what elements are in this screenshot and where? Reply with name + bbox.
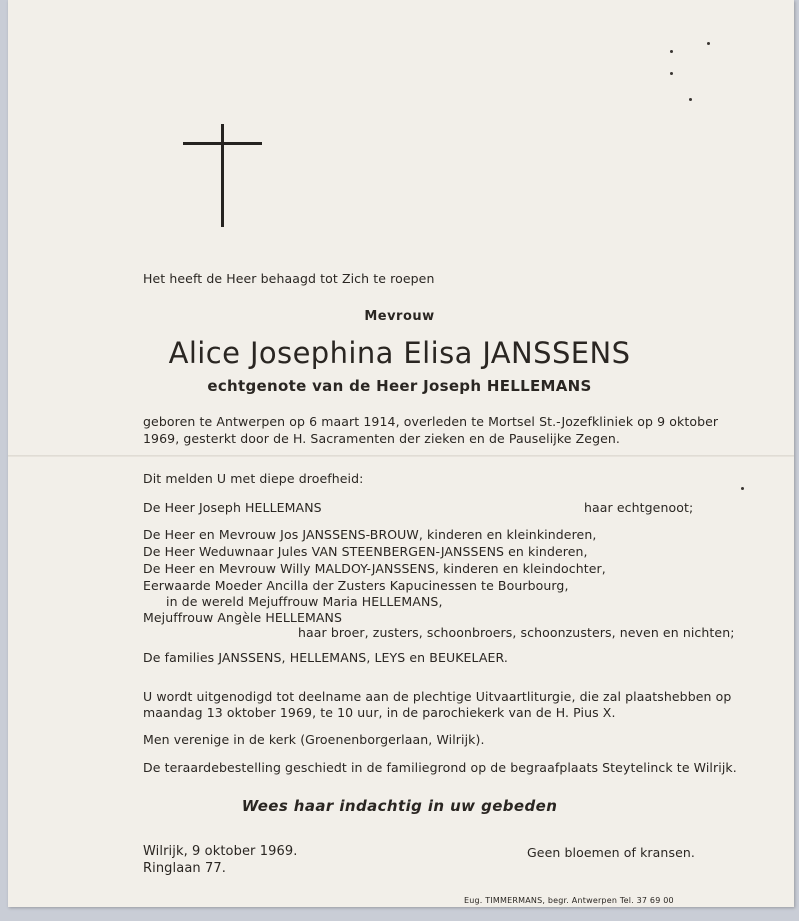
invite-line-2: maandag 13 oktober 1969, te 10 uur, in de parochiekerk van de H. Pius X. [143, 705, 616, 720]
siblings-role: haar broer, zusters, schoonbroers, schoonzusters, neven en nichten; [298, 625, 735, 640]
speck [707, 42, 710, 45]
speck [670, 72, 673, 75]
birth-line-2: 1969, gesterkt door de H. Sacramenten der zieken en de Pauselijke Zegen. [143, 431, 620, 446]
burial-text: De teraardebestelling geschiedt in de familiegrond op de begraafplaats Steytelinck te Wilrijk. [143, 760, 737, 775]
deceased-name: Alice Josephina Elisa JANSSENS [168, 336, 631, 370]
speck [689, 98, 692, 101]
no-flowers-note: Geen bloemen of kransen. [527, 845, 695, 860]
husband-name: De Heer Joseph HELLEMANS [143, 500, 322, 515]
gathering-text: Men verenige in de kerk (Groenenborgerlaan, Wilrijk). [143, 732, 485, 747]
speck [670, 50, 673, 53]
family-line: De Heer Weduwnaar Jules VAN STEENBERGEN-JANSSENS en kinderen, [143, 544, 588, 559]
invite-line-1: U wordt uitgenodigd tot deelname aan de plechtige Uitvaartliturgie, die zal plaatshebben op [143, 689, 732, 704]
place-date: Wilrijk, 9 oktober 1969. [143, 844, 298, 859]
fold-line [8, 455, 794, 457]
printer-credit: Eug. TIMMERMANS, begr. Antwerpen Tel. 37 69 00 [464, 896, 674, 905]
family-line: De Heer en Mevrouw Willy MALDOY-JANSSENS, kinderen en kleindochter, [143, 561, 606, 576]
family-line: De Heer en Mevrouw Jos JANSSENS-BROUW, kinderen en kleinkinderen, [143, 527, 597, 542]
address: Ringlaan 77. [143, 861, 226, 876]
family-line: Eerwaarde Moeder Ancilla der Zusters Kapucinessen te Bourbourg, [143, 578, 569, 593]
intro-text: Het heeft de Heer behaagd tot Zich te roepen [143, 271, 435, 286]
remembrance-line: Wees haar indachtig in uw gebeden [241, 797, 558, 815]
announce-text: Dit melden U met diepe droefheid: [143, 471, 364, 486]
spouse-line: echtgenote van de Heer Joseph HELLEMANS [207, 377, 592, 395]
family-line: Mejuffrouw Angèle HELLEMANS [143, 610, 342, 625]
family-line: in de wereld Mejuffrouw Maria HELLEMANS, [166, 594, 443, 609]
families-line: De families JANSSENS, HELLEMANS, LEYS en BEUKELAER. [143, 650, 508, 665]
husband-role: haar echtgenoot; [584, 500, 694, 515]
salutation: Mevrouw [364, 309, 435, 324]
birth-line-1: geboren te Antwerpen op 6 maart 1914, overleden te Mortsel St.-Jozefkliniek op 9 oktober [143, 414, 719, 429]
speck [741, 487, 744, 490]
